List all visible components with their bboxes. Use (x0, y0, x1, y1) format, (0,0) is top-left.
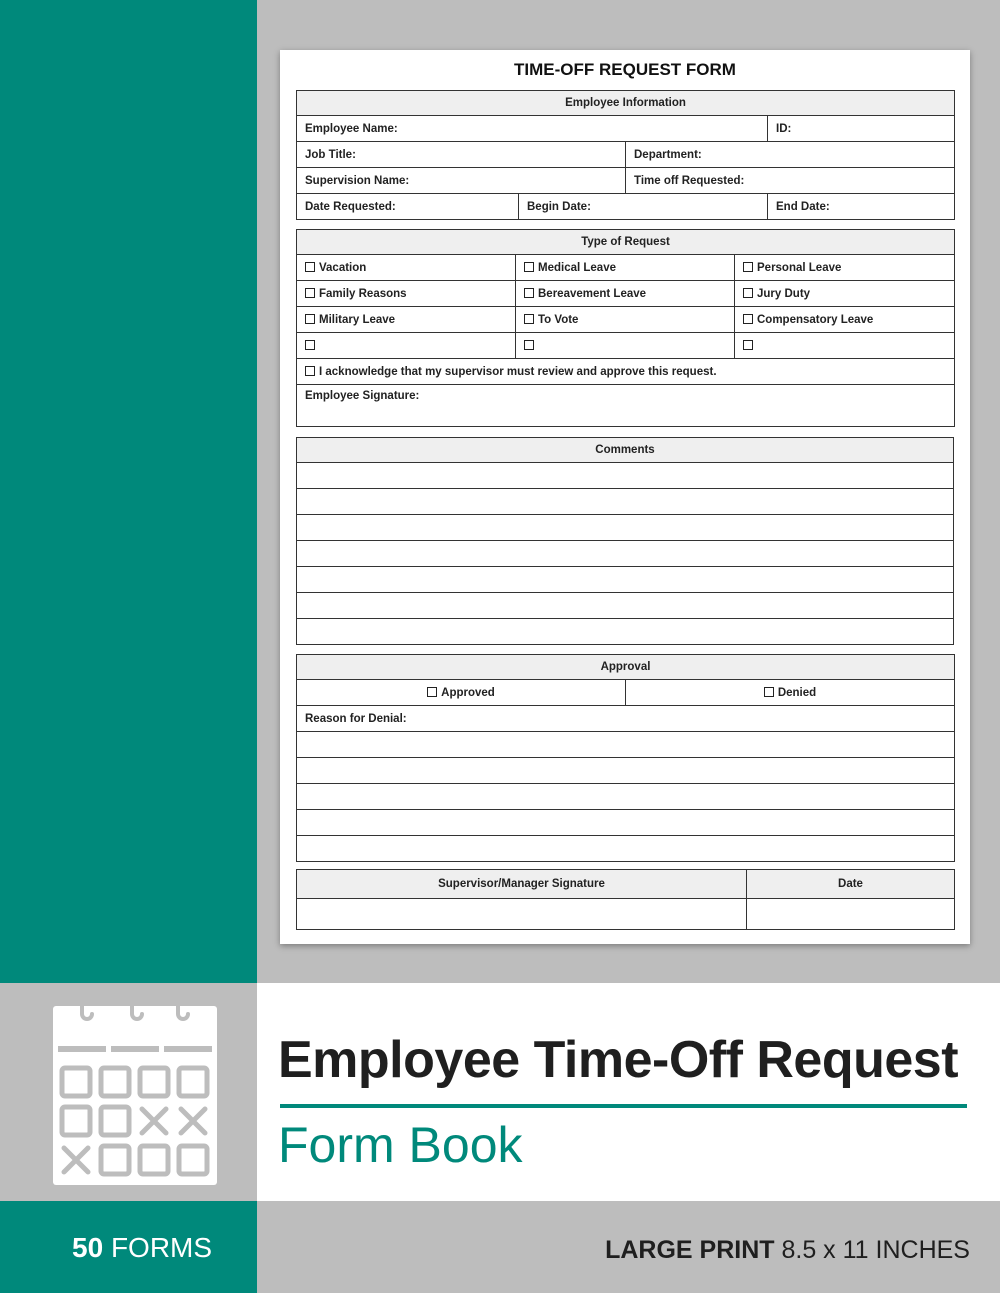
option-other-3 (735, 333, 955, 359)
date-header: Date (747, 870, 955, 899)
comment-line (297, 463, 954, 489)
denial-line (297, 836, 955, 862)
checkbox-icon (524, 262, 534, 272)
employee-info-table (296, 90, 955, 220)
option-compensatory-leave: Compensatory Leave (735, 307, 955, 333)
checkbox-icon (743, 340, 753, 350)
option-family-reasons: Family Reasons (297, 281, 516, 307)
option-to-vote: To Vote (516, 307, 735, 333)
approved-option: Approved (297, 680, 626, 706)
signature-date-field (747, 899, 955, 930)
employee-signature-field: Employee Signature: (297, 385, 955, 427)
form-preview-sheet (280, 50, 970, 944)
denial-line (297, 810, 955, 836)
calendar-icon (50, 992, 220, 1188)
checkbox-icon (305, 366, 315, 376)
approval-header: Approval (297, 655, 955, 680)
supervisor-signature-header: Supervisor/Manager Signature (297, 870, 747, 899)
department-field: Department: (626, 142, 955, 168)
job-title-field: Job Title: (297, 142, 626, 168)
denied-option: Denied (626, 680, 955, 706)
option-vacation: Vacation (297, 255, 516, 281)
form-title: TIME-OFF REQUEST FORM (514, 60, 736, 79)
end-date-field: End Date: (768, 194, 955, 220)
type-of-request-table (296, 229, 955, 427)
supervision-name-field: Supervision Name: (297, 168, 626, 194)
denial-line (297, 732, 955, 758)
option-other-2 (516, 333, 735, 359)
checkbox-icon (764, 687, 774, 697)
option-personal-leave: Personal Leave (735, 255, 955, 281)
checkbox-icon (305, 262, 315, 272)
option-bereavement-leave: Bereavement Leave (516, 281, 735, 307)
approval-table (296, 654, 955, 862)
checkbox-icon (524, 288, 534, 298)
denial-line (297, 784, 955, 810)
comment-line (297, 619, 954, 645)
comment-line (297, 515, 954, 541)
employee-name-field: Employee Name: (297, 116, 768, 142)
checkbox-icon (305, 288, 315, 298)
option-medical-leave: Medical Leave (516, 255, 735, 281)
checkbox-icon (427, 687, 437, 697)
reason-for-denial-field: Reason for Denial: (297, 706, 955, 732)
cover-teal-panel (0, 0, 257, 983)
checkbox-icon (743, 314, 753, 324)
comment-line (297, 489, 954, 515)
option-military-leave: Military Leave (297, 307, 516, 333)
comment-line (297, 567, 954, 593)
employee-info-header: Employee Information (297, 91, 955, 116)
denial-line (297, 758, 955, 784)
id-field: ID: (768, 116, 955, 142)
checkbox-icon (305, 340, 315, 350)
checkbox-icon (305, 314, 315, 324)
checkbox-icon (524, 340, 534, 350)
forms-count: 50 FORMS (72, 1232, 213, 1263)
checkbox-icon (743, 288, 753, 298)
time-off-requested-field: Time off Requested: (626, 168, 955, 194)
signature-table (296, 869, 955, 930)
supervisor-signature-field (297, 899, 747, 930)
comment-line (297, 541, 954, 567)
checkbox-icon (524, 314, 534, 324)
cover-subtitle: Form Book (278, 1117, 523, 1173)
option-jury-duty: Jury Duty (735, 281, 955, 307)
comment-line (297, 593, 954, 619)
acknowledge-row: I acknowledge that my supervisor must review and approve this request. (297, 359, 955, 385)
type-of-request-header: Type of Request (297, 230, 955, 255)
date-requested-field: Date Requested: (297, 194, 519, 220)
option-other-1 (297, 333, 516, 359)
checkbox-icon (743, 262, 753, 272)
title-divider (280, 1104, 967, 1108)
cover-title: Employee Time-Off Request (278, 1031, 959, 1089)
large-print-size: LARGE PRINT 8.5 x 11 INCHES (605, 1236, 970, 1264)
comments-header: Comments (297, 438, 954, 463)
comments-table (296, 437, 954, 645)
begin-date-field: Begin Date: (519, 194, 768, 220)
